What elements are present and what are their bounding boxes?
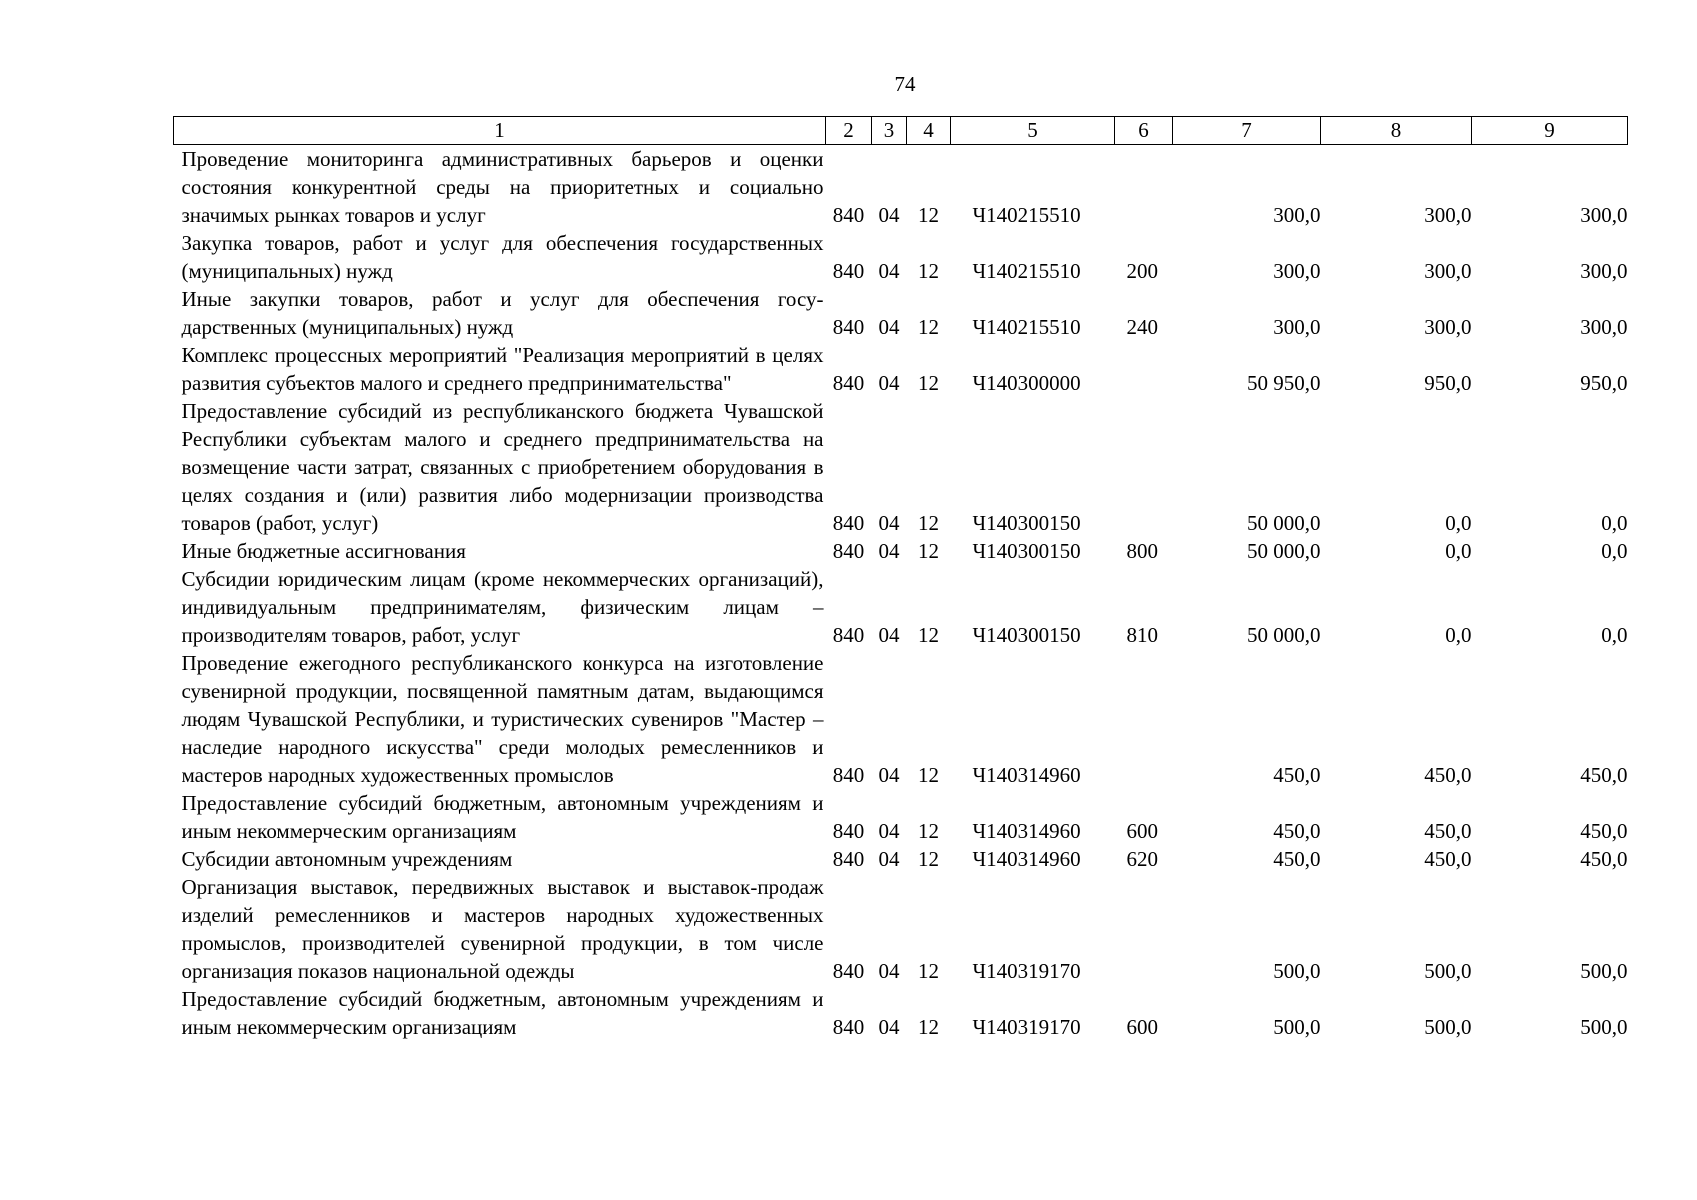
row-ministry-cell: 840 <box>832 371 865 395</box>
row-ministry-cell: 840 <box>832 819 865 843</box>
row-subsection-cell: 12 <box>918 203 939 227</box>
row-target-article-cell: Ч140319170 <box>972 1015 1081 1039</box>
row-ministry-cell: 840 <box>832 315 865 339</box>
row-section-cell: 04 <box>878 819 900 843</box>
row-target-article-cell: Ч140215510 <box>972 259 1081 283</box>
row-year3-amount-cell: 0,0 <box>1601 623 1628 647</box>
row-year3-amount-cell: 300,0 <box>1580 315 1628 339</box>
table-header <box>174 117 1628 145</box>
row-subsection-cell: 12 <box>918 315 939 339</box>
header-cell-section: 3 <box>872 117 907 145</box>
row-target-article-cell: Ч140300000 <box>972 371 1081 395</box>
row-year2-amount-cell: 0,0 <box>1445 623 1472 647</box>
row-section-cell: 04 <box>878 847 900 871</box>
row-section-cell: 04 <box>878 623 900 647</box>
row-year2-amount-cell: 950,0 <box>1424 371 1472 395</box>
row-year3-amount-cell: 450,0 <box>1580 847 1628 871</box>
row-year2-amount-cell: 500,0 <box>1424 959 1472 983</box>
row-name-cell: Иные бюджетные ассигнования <box>181 539 466 563</box>
row-section-cell: 04 <box>878 371 900 395</box>
row-year2-amount-cell: 300,0 <box>1424 203 1472 227</box>
row-ministry-cell: 840 <box>832 847 865 871</box>
row-subsection-cell: 12 <box>918 959 939 983</box>
row-section-cell: 04 <box>878 511 900 535</box>
row-year1-amount-cell: 500,0 <box>1273 959 1321 983</box>
row-year2-amount-cell: 300,0 <box>1424 315 1472 339</box>
row-target-article-cell: Ч140300150 <box>972 511 1081 535</box>
table-row <box>174 565 1628 649</box>
row-year2-amount-cell: 300,0 <box>1424 259 1472 283</box>
row-year3-amount-cell: 500,0 <box>1580 959 1628 983</box>
row-ministry-cell: 840 <box>832 259 865 283</box>
row-name-cell: Субсидии автономным учреждениям <box>181 847 513 871</box>
row-section-cell: 04 <box>878 763 900 787</box>
header-cell-target: 5 <box>951 117 1115 145</box>
row-subsection-cell: 12 <box>918 763 939 787</box>
row-year2-amount-cell: 450,0 <box>1424 763 1472 787</box>
row-name-cell: Проведение ежегодного республиканского конкурса на изготовление сувенирной продукции, посвященной памятным датам, выдающимся людям Чувашской Республики, и туристических сувениров "Мастер – наследие народного искусства" среди молодых ремесленников и мастеров народных художественных промыслов <box>181 651 824 787</box>
row-ministry-cell: 840 <box>832 203 865 227</box>
row-year2-amount-cell: 0,0 <box>1445 539 1472 563</box>
row-section-cell: 04 <box>878 539 900 563</box>
row-year1-amount-cell: 450,0 <box>1273 763 1321 787</box>
row-year1-amount-cell: 50 000,0 <box>1247 511 1321 535</box>
row-target-article-cell: Ч140300150 <box>972 539 1081 563</box>
page-number: 74 <box>894 72 916 96</box>
row-year2-amount-cell: 500,0 <box>1424 1015 1472 1039</box>
row-expense-type-cell: 810 <box>1126 623 1158 647</box>
row-expense-type-cell: 600 <box>1126 819 1158 843</box>
row-subsection-cell: 12 <box>918 371 939 395</box>
row-ministry-cell: 840 <box>832 763 865 787</box>
table-row <box>174 537 1628 565</box>
table-row <box>174 649 1628 789</box>
row-year1-amount-cell: 300,0 <box>1273 203 1321 227</box>
budget-table <box>173 116 1628 1041</box>
header-cell-year1: 7 <box>1173 117 1321 145</box>
row-ministry-cell: 840 <box>832 959 865 983</box>
row-year1-amount-cell: 50 950,0 <box>1247 371 1321 395</box>
row-year3-amount-cell: 450,0 <box>1580 819 1628 843</box>
header-cell-subsection: 4 <box>907 117 951 145</box>
row-year1-amount-cell: 50 000,0 <box>1247 623 1321 647</box>
row-year3-amount-cell: 300,0 <box>1580 259 1628 283</box>
row-name-cell: Предоставление субсидий из республиканского бюджета Чувашской Республики субъектам малого и среднего предпринимательства на возмещение части затрат, связанных с приобретением оборудования в целях создания и (или) развития либо модернизации производства товаров (работ, услуг) <box>181 399 824 535</box>
row-expense-type-cell <box>1115 649 1173 789</box>
row-section-cell: 04 <box>878 203 900 227</box>
row-expense-type-cell <box>1115 397 1173 537</box>
table-body <box>174 145 1628 1042</box>
row-expense-type-cell <box>1115 145 1173 230</box>
row-subsection-cell: 12 <box>918 623 939 647</box>
row-year2-amount-cell: 450,0 <box>1424 819 1472 843</box>
row-name-cell: Субсидии юридическим лицам (кроме некоммерческих организаций), индивидуальным предпринимателям, физическим лицам – производителям товаров, работ, услуг <box>181 567 824 647</box>
header-cell-name: 1 <box>174 117 826 145</box>
row-section-cell: 04 <box>878 259 900 283</box>
row-name-cell: Комплекс процессных мероприятий "Реализация мероприятий в целях развития субъектов малого и среднего предпринимательства" <box>181 343 824 395</box>
row-section-cell: 04 <box>878 1015 900 1039</box>
row-year3-amount-cell: 0,0 <box>1601 539 1628 563</box>
row-name-cell: Проведение мониторинга административных барьеров и оценки состояния конкурентной среды на приоритетных и социально значимых рынках товаров и услуг <box>181 147 824 227</box>
row-year1-amount-cell: 450,0 <box>1273 819 1321 843</box>
row-name-cell: Предоставление субсидий бюджетным, автономным учреждениям и иным некоммерческим организациям <box>181 987 824 1039</box>
row-expense-type-cell: 800 <box>1126 539 1158 563</box>
table-row <box>174 789 1628 845</box>
row-target-article-cell: Ч140215510 <box>972 203 1081 227</box>
row-year1-amount-cell: 50 000,0 <box>1247 539 1321 563</box>
row-name-cell: Иные закупки товаров, работ и услуг для обеспечения государственных (муниципальных) нужд <box>181 287 824 339</box>
row-year3-amount-cell: 300,0 <box>1580 203 1628 227</box>
row-section-cell: 04 <box>878 315 900 339</box>
row-expense-type-cell: 240 <box>1126 315 1158 339</box>
table-row <box>174 341 1628 397</box>
row-expense-type-cell <box>1115 341 1173 397</box>
row-subsection-cell: 12 <box>918 259 939 283</box>
row-name-cell: Закупка товаров, работ и услуг для обеспечения государственных (муниципальных) нужд <box>181 231 824 283</box>
table-row <box>174 145 1628 230</box>
row-name-cell: Организация выставок, передвижных выставок и выставок-продаж изделий ремесленников и мастеров народных художественных промыслов, производителей сувенирной продукции, в том числе организация показов национальной одежды <box>181 875 824 983</box>
row-year1-amount-cell: 500,0 <box>1273 1015 1321 1039</box>
table-row <box>174 285 1628 341</box>
row-target-article-cell: Ч140319170 <box>972 959 1081 983</box>
row-target-article-cell: Ч140314960 <box>972 847 1081 871</box>
row-subsection-cell: 12 <box>918 511 939 535</box>
row-section-cell: 04 <box>878 959 900 983</box>
row-expense-type-cell: 620 <box>1126 847 1158 871</box>
table-row <box>174 845 1628 873</box>
row-ministry-cell: 840 <box>832 511 865 535</box>
row-target-article-cell: Ч140314960 <box>972 763 1081 787</box>
row-year2-amount-cell: 450,0 <box>1424 847 1472 871</box>
row-ministry-cell: 840 <box>832 623 865 647</box>
row-ministry-cell: 840 <box>832 539 865 563</box>
row-target-article-cell: Ч140215510 <box>972 315 1081 339</box>
row-subsection-cell: 12 <box>918 539 939 563</box>
table-row <box>174 229 1628 285</box>
row-expense-type-cell: 200 <box>1126 259 1158 283</box>
header-cell-year3: 9 <box>1472 117 1628 145</box>
row-year1-amount-cell: 450,0 <box>1273 847 1321 871</box>
row-expense-type-cell: 600 <box>1126 1015 1158 1039</box>
row-subsection-cell: 12 <box>918 819 939 843</box>
header-cell-expense-type: 6 <box>1115 117 1173 145</box>
row-year1-amount-cell: 300,0 <box>1273 259 1321 283</box>
table-row <box>174 397 1628 537</box>
row-target-article-cell: Ч140314960 <box>972 819 1081 843</box>
row-ministry-cell: 840 <box>832 1015 865 1039</box>
row-year3-amount-cell: 0,0 <box>1601 511 1628 535</box>
row-year3-amount-cell: 450,0 <box>1580 763 1628 787</box>
table-row <box>174 873 1628 985</box>
row-subsection-cell: 12 <box>918 1015 939 1039</box>
header-cell-ministry: 2 <box>826 117 872 145</box>
header-cell-year2: 8 <box>1321 117 1472 145</box>
row-year3-amount-cell: 950,0 <box>1580 371 1628 395</box>
row-year3-amount-cell: 500,0 <box>1580 1015 1628 1039</box>
table-row <box>174 985 1628 1041</box>
row-name-cell: Предоставление субсидий бюджетным, автономным учреждениям и иным некоммерческим организациям <box>181 791 824 843</box>
row-year1-amount-cell: 300,0 <box>1273 315 1321 339</box>
row-year2-amount-cell: 0,0 <box>1445 511 1472 535</box>
row-subsection-cell: 12 <box>918 847 939 871</box>
row-target-article-cell: Ч140300150 <box>972 623 1081 647</box>
row-expense-type-cell <box>1115 873 1173 985</box>
header-row <box>174 117 1628 145</box>
